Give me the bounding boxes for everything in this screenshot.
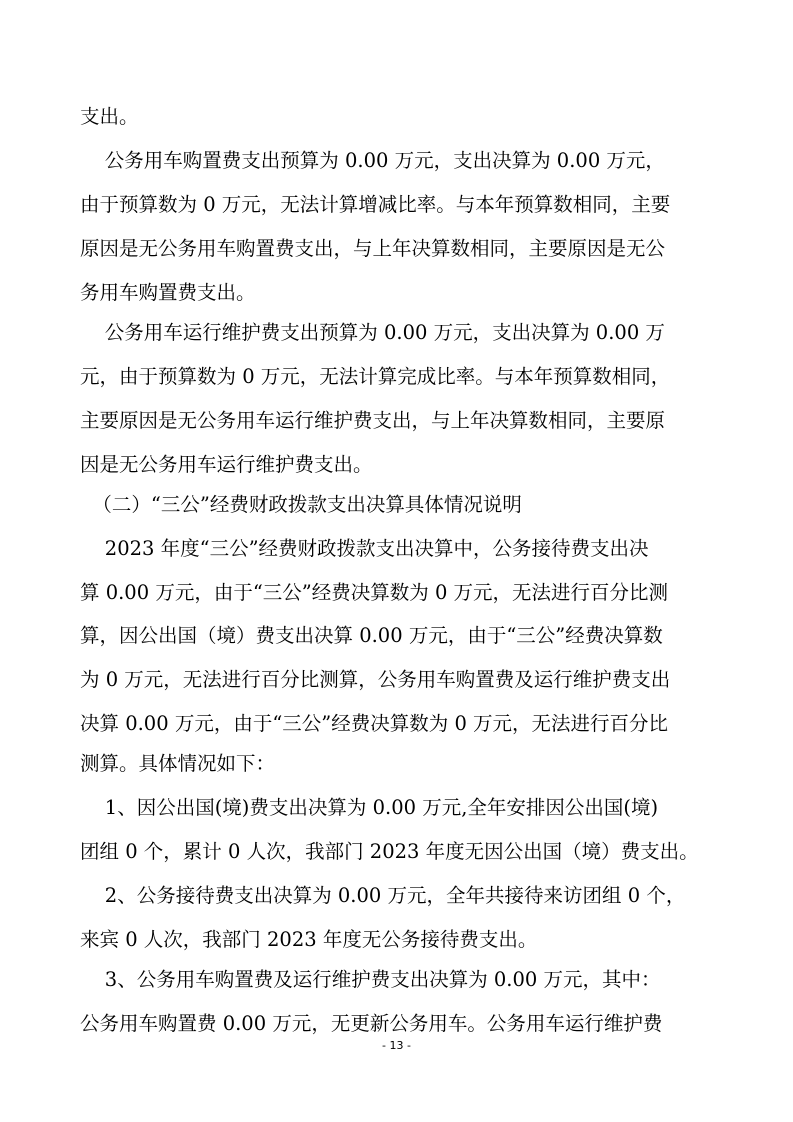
text-line: 元，由于预算数为 0 万元，无法计算完成比率。与本年预算数相同， bbox=[80, 365, 671, 388]
text-line: 来宾 0 人次，我部门 2023 年度无公务接待费支出。 bbox=[80, 928, 538, 951]
text-line: 测算。具体情况如下： bbox=[80, 752, 276, 775]
text-line: 2、公务接待费支出决算为 0.00 万元，全年共接待来访团组 0 个， bbox=[80, 884, 686, 907]
text-line: 由于预算数为 0 万元，无法计算增减比率。与本年预算数相同，主要 bbox=[80, 193, 671, 216]
text-line: 公务用车购置费 0.00 万元，无更新公务用车。公务用车运行维护费 bbox=[80, 1012, 663, 1035]
text-line: 主要原因是无公务用车运行维护费支出，与上年决算数相同，主要原 bbox=[80, 409, 666, 432]
section-heading: （二）“三公”经费财政拨款支出决算具体情况说明 bbox=[80, 493, 522, 516]
text-line: 团组 0 个，累计 0 人次，我部门 2023 年度无因公出国（境）费支出。 bbox=[80, 840, 699, 863]
page-number: - 13 - bbox=[382, 1039, 411, 1052]
text-line: 3、公务用车购置费及运行维护费支出决算为 0.00 万元，其中： bbox=[80, 968, 661, 991]
text-line: 1、因公出国(境)费支出决算为 0.00 万元,全年安排因公出国(境) bbox=[80, 796, 659, 819]
text-line: 务用车购置费支出。 bbox=[80, 281, 256, 304]
text-line: 为 0 万元，无法进行百分比测算，公务用车购置费及运行维护费支出 bbox=[80, 668, 671, 691]
text-line: 因是无公务用车运行维护费支出。 bbox=[80, 453, 373, 476]
text-line: 算，因公出国（境）费支出决算 0.00 万元，由于“三公”经费决算数 bbox=[80, 624, 663, 647]
text-line: 2023 年度“三公”经费财政拨款支出决算中，公务接待费支出决 bbox=[80, 537, 649, 560]
text-line: 公务用车购置费支出预算为 0.00 万元，支出决算为 0.00 万元， bbox=[80, 149, 665, 172]
text-line: 原因是无公务用车购置费支出，与上年决算数相同，主要原因是无公 bbox=[80, 237, 666, 260]
text-line: 公务用车运行维护费支出预算为 0.00 万元，支出决算为 0.00 万 bbox=[80, 321, 665, 344]
text-line: 算 0.00 万元，由于“三公”经费决算数为 0 万元，无法进行百分比测 bbox=[80, 581, 669, 604]
text-line: 支出。 bbox=[80, 105, 139, 128]
text-line: 决算 0.00 万元，由于“三公”经费决算数为 0 万元，无法进行百分比 bbox=[80, 712, 669, 735]
